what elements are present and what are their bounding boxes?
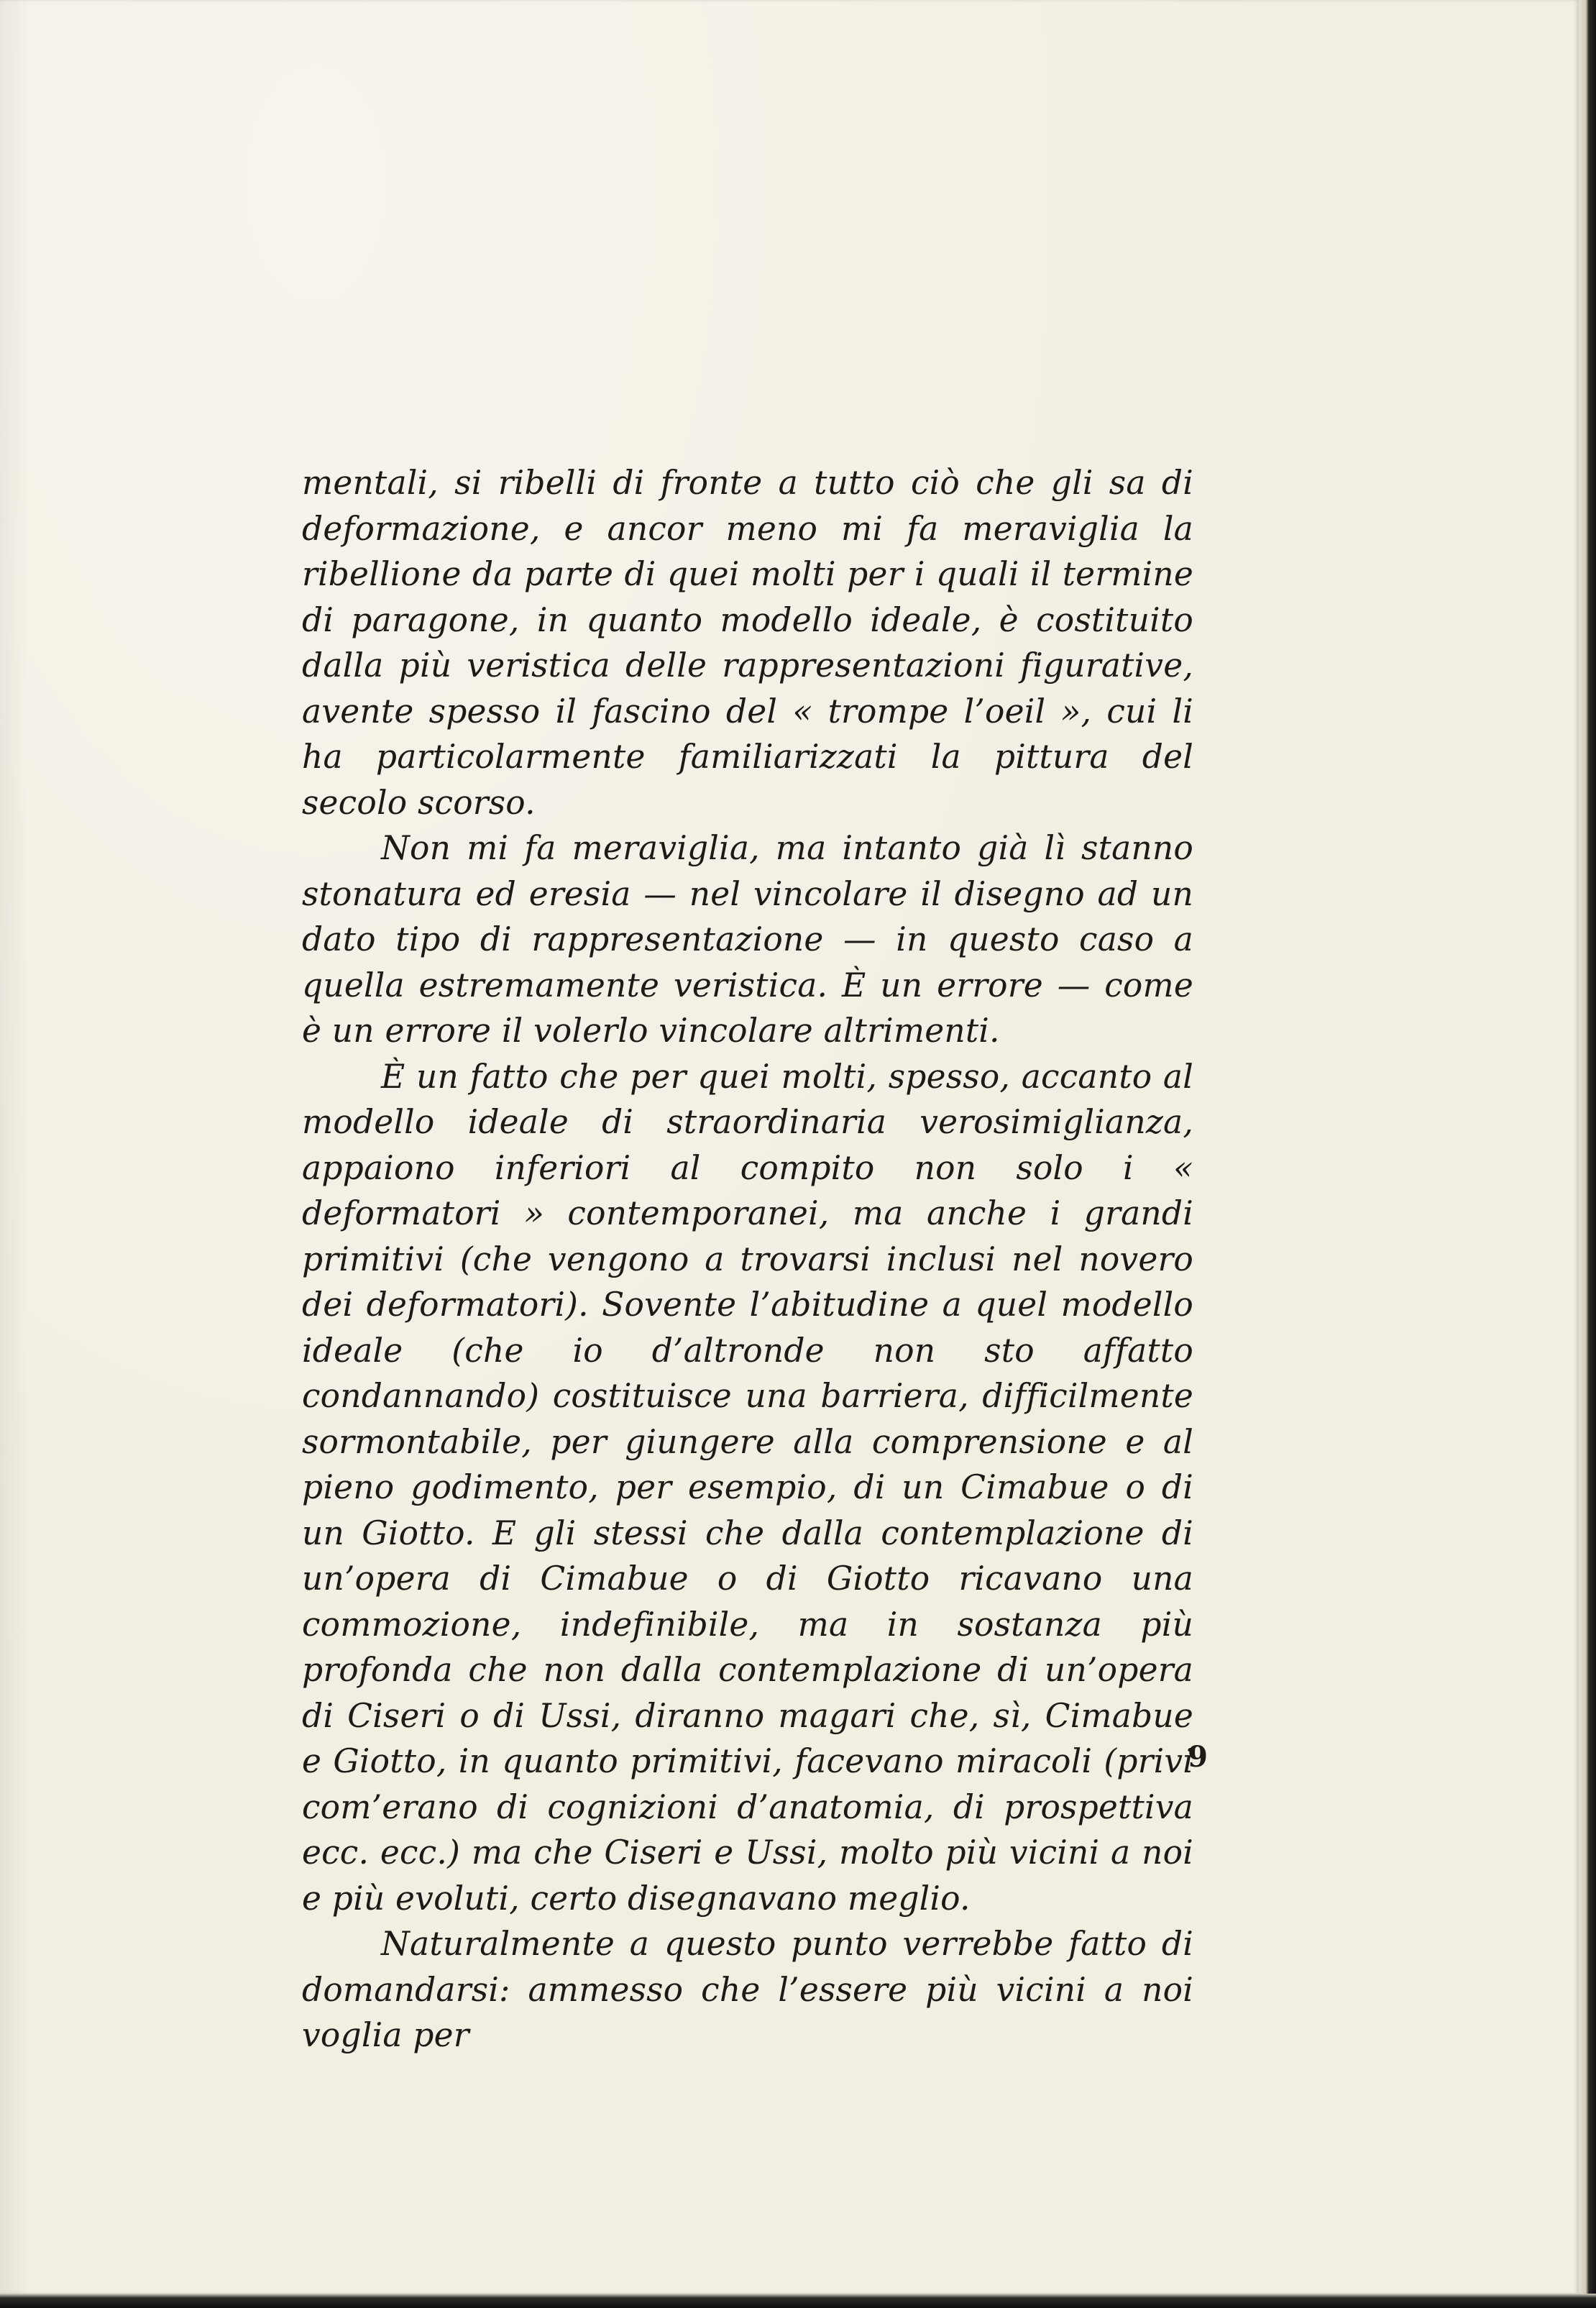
body-text [302,460,1193,2059]
paragraph: mentali, si ribelli di fronte a tutto ciò che gli sa di deformazione, e ancor meno mi fa meraviglia la ribellione da parte di quei molti per i quali il termine di paragone, in quanto modello ideale, è costituito dalla più veristica delle rappresentazioni figurative, avente spesso il fascino del « trompe l’oeil », cui li ha particolarmente familiarizzati la pittura del secolo scorso. [302,464,1193,822]
paragraph: È un fatto che per quei molti, spesso, accanto al modello ideale di straordinaria verosimiglianza, appaiono inferiori al compito non solo i « deformatori » contemporanei, ma anche i grandi primitivi (che vengono a trovarsi inclusi nel novero dei deformatori). Sovente l’abitudine a quel modello ideale (che io d’altronde non sto affatto condannando) costituisce una barriera, difficilmente sormontabile, per giungere alla comprensione e al pieno godimento, per esempio, di un Cimabue o di un Giotto. E gli stessi che dalla contemplazione di un’opera di Cimabue o di Giotto ricavano una commozione, indefinibile, ma in sostanza più profonda che non dalla contemplazione di un’opera di Ciseri o di Ussi, diranno magari che, sì, Cimabue e Giotto, in quanto primitivi, facevano miracoli (privi com’erano di cognizioni d’anatomia, di prospettiva ecc. ecc.) ma che Ciseri e Ussi, molto più vicini a noi e più evoluti, certo disegnavano meglio. [302,1057,1193,1918]
paragraph: Naturalmente a questo punto verrebbe fatto di domandarsi: ammesso che l’essere più vicini a noi voglia per [302,1925,1193,2054]
bottom-edge [0,2294,1596,2308]
paragraph: Non mi fa meraviglia, ma intanto già lì stanno stonatura ed eresia — nel vincolare il disegno ad un dato tipo di rappresentazione — in questo caso a quella estremamente veristica. È un errore — come è un errore il volerlo vincolare altrimenti. [302,829,1193,1050]
page-number: 9 [1188,1740,1208,1774]
page-edge [1579,0,1596,2308]
